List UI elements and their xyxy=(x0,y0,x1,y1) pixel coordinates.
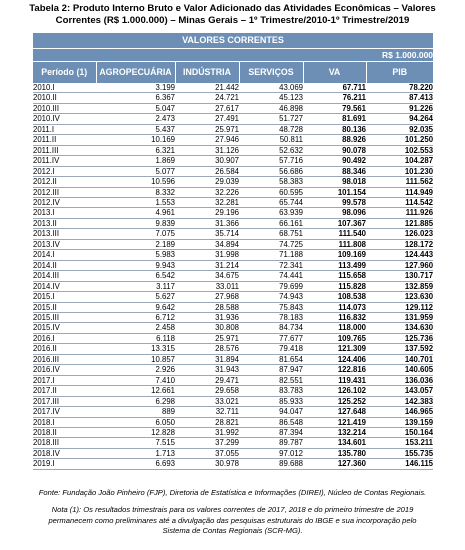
table-row xyxy=(33,93,433,103)
cell-va: 98.018 xyxy=(303,177,366,187)
cell-servicos: 43.069 xyxy=(239,83,303,93)
table-row xyxy=(33,166,433,176)
cell-servicos: 86.548 xyxy=(239,417,303,427)
cell-pib: 131.959 xyxy=(366,312,433,322)
cell-periodo: 2013.III xyxy=(33,229,96,239)
cell-industria: 25.971 xyxy=(175,333,239,343)
cell-periodo: 2012.II xyxy=(33,177,96,187)
cell-pib: 91.226 xyxy=(366,103,433,113)
table-row xyxy=(33,135,433,145)
cell-agropecuaria: 5.437 xyxy=(96,124,175,134)
column-header-pib: PIB xyxy=(366,61,433,83)
column-header-agropecuaria: AGROPECUÁRIA xyxy=(96,61,175,83)
cell-agropecuaria: 5.983 xyxy=(96,250,175,260)
table-row xyxy=(33,427,433,437)
cell-periodo: 2010.I xyxy=(33,83,96,93)
cell-periodo: 2013.II xyxy=(33,218,96,228)
cell-agropecuaria: 2.189 xyxy=(96,239,175,249)
cell-industria: 33.011 xyxy=(175,281,239,291)
cell-va: 113.499 xyxy=(303,260,366,270)
cell-agropecuaria: 6.118 xyxy=(96,333,175,343)
cell-va: 125.252 xyxy=(303,396,366,406)
cell-pib: 101.230 xyxy=(366,166,433,176)
cell-servicos: 51.727 xyxy=(239,114,303,124)
table-row xyxy=(33,448,433,458)
cell-industria: 31.214 xyxy=(175,260,239,270)
cell-va: 111.808 xyxy=(303,239,366,249)
cell-va: 99.578 xyxy=(303,197,366,207)
cell-industria: 31.998 xyxy=(175,250,239,260)
cell-servicos: 82.551 xyxy=(239,375,303,385)
cell-servicos: 75.843 xyxy=(239,302,303,312)
cell-periodo: 2014.II xyxy=(33,260,96,270)
cell-va: 127.360 xyxy=(303,459,366,469)
cell-periodo: 2016.IV xyxy=(33,365,96,375)
cell-periodo: 2016.I xyxy=(33,333,96,343)
cell-pib: 121.885 xyxy=(366,218,433,228)
cell-periodo: 2012.IV xyxy=(33,197,96,207)
cell-industria: 28.588 xyxy=(175,302,239,312)
table-row xyxy=(33,197,433,207)
cell-industria: 29.196 xyxy=(175,208,239,218)
cell-va: 108.538 xyxy=(303,292,366,302)
cell-agropecuaria: 889 xyxy=(96,407,175,417)
cell-servicos: 60.595 xyxy=(239,187,303,197)
cell-periodo: 2011.I xyxy=(33,124,96,134)
cell-servicos: 66.161 xyxy=(239,218,303,228)
table-row xyxy=(33,103,433,113)
cell-servicos: 81.654 xyxy=(239,354,303,364)
table-row xyxy=(33,83,433,93)
cell-va: 134.601 xyxy=(303,438,366,448)
cell-agropecuaria: 4.961 xyxy=(96,208,175,218)
cell-periodo: 2011.IV xyxy=(33,156,96,166)
table-row xyxy=(33,218,433,228)
cell-agropecuaria: 2.458 xyxy=(96,323,175,333)
cell-pib: 125.736 xyxy=(366,333,433,343)
cell-pib: 130.717 xyxy=(366,271,433,281)
cell-pib: 114.949 xyxy=(366,187,433,197)
cell-industria: 34.894 xyxy=(175,239,239,249)
cell-industria: 28.576 xyxy=(175,344,239,354)
cell-periodo: 2018.IV xyxy=(33,448,96,458)
cell-pib: 142.383 xyxy=(366,396,433,406)
cell-va: 81.691 xyxy=(303,114,366,124)
cell-periodo: 2010.IV xyxy=(33,114,96,124)
cell-agropecuaria: 5.047 xyxy=(96,103,175,113)
cell-periodo: 2013.IV xyxy=(33,239,96,249)
cell-industria: 27.946 xyxy=(175,135,239,145)
cell-periodo: 2017.IV xyxy=(33,407,96,417)
table-row xyxy=(33,375,433,385)
table-row xyxy=(33,365,433,375)
cell-agropecuaria: 2.926 xyxy=(96,365,175,375)
column-header-periodo: Período (1) xyxy=(33,61,96,83)
cell-industria: 27.617 xyxy=(175,103,239,113)
cell-servicos: 94.047 xyxy=(239,407,303,417)
cell-industria: 30.808 xyxy=(175,323,239,333)
cell-agropecuaria: 6.367 xyxy=(96,93,175,103)
cell-pib: 101.250 xyxy=(366,135,433,145)
cell-pib: 87.413 xyxy=(366,93,433,103)
cell-agropecuaria: 6.712 xyxy=(96,312,175,322)
unit-label: R$ 1.000.000 xyxy=(33,48,433,61)
cell-agropecuaria: 7.515 xyxy=(96,438,175,448)
cell-pib: 124.443 xyxy=(366,250,433,260)
cell-industria: 32.711 xyxy=(175,407,239,417)
cell-industria: 31.126 xyxy=(175,145,239,155)
cell-va: 107.367 xyxy=(303,218,366,228)
cell-va: 80.136 xyxy=(303,124,366,134)
column-header-industria: INDÚSTRIA xyxy=(175,61,239,83)
cell-va: 98.096 xyxy=(303,208,366,218)
cell-pib: 92.035 xyxy=(366,124,433,134)
cell-pib: 134.630 xyxy=(366,323,433,333)
table-row xyxy=(33,312,433,322)
cell-agropecuaria: 1.713 xyxy=(96,448,175,458)
cell-va: 118.000 xyxy=(303,323,366,333)
cell-periodo: 2015.I xyxy=(33,292,96,302)
cell-pib: 94.264 xyxy=(366,114,433,124)
table-row xyxy=(33,396,433,406)
table-row xyxy=(33,208,433,218)
cell-servicos: 71.188 xyxy=(239,250,303,260)
cell-va: 132.214 xyxy=(303,427,366,437)
cell-pib: 128.172 xyxy=(366,239,433,249)
cell-servicos: 72.341 xyxy=(239,260,303,270)
cell-periodo: 2010.II xyxy=(33,93,96,103)
cell-agropecuaria: 3.117 xyxy=(96,281,175,291)
cell-agropecuaria: 9.839 xyxy=(96,218,175,228)
cell-va: 127.648 xyxy=(303,407,366,417)
cell-pib: 104.287 xyxy=(366,156,433,166)
cell-periodo: 2015.IV xyxy=(33,323,96,333)
cell-agropecuaria: 5.077 xyxy=(96,166,175,176)
cell-pib: 139.159 xyxy=(366,417,433,427)
cell-va: 88.346 xyxy=(303,166,366,176)
cell-industria: 25.971 xyxy=(175,124,239,134)
table-row xyxy=(33,229,433,239)
table-row xyxy=(33,459,433,469)
cell-industria: 29.658 xyxy=(175,386,239,396)
cell-servicos: 74.943 xyxy=(239,292,303,302)
cell-servicos: 50.811 xyxy=(239,135,303,145)
column-header-va: VA xyxy=(303,61,366,83)
cell-agropecuaria: 6.321 xyxy=(96,145,175,155)
table-unit-row xyxy=(33,48,433,61)
source-note: Fonte: Fundação João Pinheiro (FJP), Diretoria de Estatística e Informações (DIREI), Núcleo de Contas Regionais. xyxy=(38,488,427,497)
table-row xyxy=(33,156,433,166)
cell-va: 88.926 xyxy=(303,135,366,145)
cell-servicos: 74.441 xyxy=(239,271,303,281)
cell-industria: 29.471 xyxy=(175,375,239,385)
cell-agropecuaria: 13.315 xyxy=(96,344,175,354)
footnote xyxy=(4,505,461,537)
cell-servicos: 45.123 xyxy=(239,93,303,103)
cell-industria: 24.721 xyxy=(175,93,239,103)
cell-industria: 27.491 xyxy=(175,114,239,124)
cell-periodo: 2016.III xyxy=(33,354,96,364)
cell-industria: 32.226 xyxy=(175,187,239,197)
cell-industria: 37.299 xyxy=(175,438,239,448)
cell-va: 122.816 xyxy=(303,365,366,375)
table-row xyxy=(33,333,433,343)
cell-pib: 114.542 xyxy=(366,197,433,207)
cell-industria: 31.943 xyxy=(175,365,239,375)
cell-agropecuaria: 12.661 xyxy=(96,386,175,396)
cell-periodo: 2017.II xyxy=(33,386,96,396)
table-row xyxy=(33,260,433,270)
cell-servicos: 56.686 xyxy=(239,166,303,176)
cell-va: 121.309 xyxy=(303,344,366,354)
cell-industria: 30.978 xyxy=(175,459,239,469)
band-label: VALORES CORRENTES xyxy=(33,33,433,48)
cell-pib: 102.553 xyxy=(366,145,433,155)
cell-servicos: 79.699 xyxy=(239,281,303,291)
table-row xyxy=(33,271,433,281)
cell-agropecuaria: 6.050 xyxy=(96,417,175,427)
cell-periodo: 2018.I xyxy=(33,417,96,427)
cell-va: 135.780 xyxy=(303,448,366,458)
cell-periodo: 2013.I xyxy=(33,208,96,218)
cell-va: 79.561 xyxy=(303,103,366,113)
cell-agropecuaria: 6.298 xyxy=(96,396,175,406)
cell-agropecuaria: 5.627 xyxy=(96,292,175,302)
data-table xyxy=(33,33,433,470)
cell-agropecuaria: 10.169 xyxy=(96,135,175,145)
cell-pib: 111.926 xyxy=(366,208,433,218)
cell-va: 109.765 xyxy=(303,333,366,343)
cell-agropecuaria: 8.332 xyxy=(96,187,175,197)
cell-industria: 33.021 xyxy=(175,396,239,406)
cell-periodo: 2018.II xyxy=(33,427,96,437)
cell-va: 116.832 xyxy=(303,312,366,322)
table-header-row xyxy=(33,61,433,83)
cell-periodo: 2014.IV xyxy=(33,281,96,291)
cell-periodo: 2017.III xyxy=(33,396,96,406)
cell-industria: 27.968 xyxy=(175,292,239,302)
table-band-row xyxy=(33,33,433,48)
table-row xyxy=(33,124,433,134)
cell-servicos: 84.734 xyxy=(239,323,303,333)
cell-industria: 34.675 xyxy=(175,271,239,281)
cell-va: 109.169 xyxy=(303,250,366,260)
cell-agropecuaria: 6.542 xyxy=(96,271,175,281)
cell-pib: 143.057 xyxy=(366,386,433,396)
cell-periodo: 2018.III xyxy=(33,438,96,448)
cell-pib: 146.115 xyxy=(366,459,433,469)
cell-agropecuaria: 1.869 xyxy=(96,156,175,166)
cell-periodo: 2014.III xyxy=(33,271,96,281)
cell-industria: 21.442 xyxy=(175,83,239,93)
cell-agropecuaria: 6.693 xyxy=(96,459,175,469)
cell-servicos: 78.183 xyxy=(239,312,303,322)
cell-va: 111.540 xyxy=(303,229,366,239)
cell-industria: 35.714 xyxy=(175,229,239,239)
table-row xyxy=(33,187,433,197)
table-row xyxy=(33,438,433,448)
cell-industria: 37.055 xyxy=(175,448,239,458)
cell-agropecuaria: 9.642 xyxy=(96,302,175,312)
table-row xyxy=(33,250,433,260)
table-row xyxy=(33,302,433,312)
cell-servicos: 65.744 xyxy=(239,197,303,207)
footnote-line-3: Sistema de Contas Regionais (SCR-MG). xyxy=(162,526,303,535)
table-row xyxy=(33,114,433,124)
footnote-line-1: Nota (1): Os resultados trimestrais para os valores correntes de 2017, 2018 e do primeiro trimestre de 2019 xyxy=(51,505,414,514)
cell-va: 90.492 xyxy=(303,156,366,166)
cell-servicos: 68.751 xyxy=(239,229,303,239)
cell-agropecuaria: 2.473 xyxy=(96,114,175,124)
cell-pib: 155.735 xyxy=(366,448,433,458)
cell-industria: 26.584 xyxy=(175,166,239,176)
cell-agropecuaria: 10.857 xyxy=(96,354,175,364)
cell-agropecuaria: 12.828 xyxy=(96,427,175,437)
cell-servicos: 48.728 xyxy=(239,124,303,134)
cell-agropecuaria: 7.410 xyxy=(96,375,175,385)
table-row xyxy=(33,292,433,302)
cell-servicos: 74.725 xyxy=(239,239,303,249)
table-row xyxy=(33,323,433,333)
table-row xyxy=(33,145,433,155)
table-row xyxy=(33,407,433,417)
cell-servicos: 83.783 xyxy=(239,386,303,396)
table-row xyxy=(33,417,433,427)
cell-agropecuaria: 3.199 xyxy=(96,83,175,93)
cell-pib: 153.211 xyxy=(366,438,433,448)
cell-periodo: 2014.I xyxy=(33,250,96,260)
cell-periodo: 2011.III xyxy=(33,145,96,155)
column-header-servicos: SERVIÇOS xyxy=(239,61,303,83)
cell-periodo: 2011.II xyxy=(33,135,96,145)
cell-agropecuaria: 7.075 xyxy=(96,229,175,239)
cell-servicos: 52.632 xyxy=(239,145,303,155)
cell-periodo: 2015.II xyxy=(33,302,96,312)
cell-industria: 28.821 xyxy=(175,417,239,427)
cell-industria: 30.907 xyxy=(175,156,239,166)
cell-va: 119.431 xyxy=(303,375,366,385)
cell-servicos: 85.933 xyxy=(239,396,303,406)
table-row xyxy=(33,344,433,354)
cell-servicos: 77.677 xyxy=(239,333,303,343)
cell-pib: 78.220 xyxy=(366,83,433,93)
cell-periodo: 2012.III xyxy=(33,187,96,197)
cell-pib: 132.859 xyxy=(366,281,433,291)
cell-servicos: 58.383 xyxy=(239,177,303,187)
cell-va: 101.154 xyxy=(303,187,366,197)
cell-industria: 32.281 xyxy=(175,197,239,207)
cell-pib: 127.960 xyxy=(366,260,433,270)
cell-pib: 126.023 xyxy=(366,229,433,239)
cell-va: 114.073 xyxy=(303,302,366,312)
cell-servicos: 46.898 xyxy=(239,103,303,113)
cell-agropecuaria: 9.943 xyxy=(96,260,175,270)
cell-industria: 31.992 xyxy=(175,427,239,437)
cell-periodo: 2012.I xyxy=(33,166,96,176)
cell-va: 126.102 xyxy=(303,386,366,396)
cell-va: 115.658 xyxy=(303,271,366,281)
cell-agropecuaria: 1.553 xyxy=(96,197,175,207)
cell-va: 121.419 xyxy=(303,417,366,427)
cell-pib: 129.112 xyxy=(366,302,433,312)
cell-industria: 31.894 xyxy=(175,354,239,364)
cell-servicos: 87.947 xyxy=(239,365,303,375)
cell-industria: 31.366 xyxy=(175,218,239,228)
cell-servicos: 89.787 xyxy=(239,438,303,448)
cell-agropecuaria: 10.596 xyxy=(96,177,175,187)
cell-pib: 137.592 xyxy=(366,344,433,354)
cell-industria: 31.936 xyxy=(175,312,239,322)
cell-pib: 123.630 xyxy=(366,292,433,302)
cell-servicos: 89.688 xyxy=(239,459,303,469)
cell-pib: 136.036 xyxy=(366,375,433,385)
cell-periodo: 2017.I xyxy=(33,375,96,385)
cell-pib: 140.701 xyxy=(366,354,433,364)
cell-periodo: 2015.III xyxy=(33,312,96,322)
cell-industria: 29.039 xyxy=(175,177,239,187)
cell-periodo: 2016.II xyxy=(33,344,96,354)
table-row xyxy=(33,354,433,364)
cell-va: 67.711 xyxy=(303,83,366,93)
cell-servicos: 79.418 xyxy=(239,344,303,354)
table-title-line-1: Tabela 2: Produto Interno Bruto e Valor Adicionado das Atividades Econômicas – Valores xyxy=(29,3,436,14)
table-row xyxy=(33,386,433,396)
cell-pib: 146.965 xyxy=(366,407,433,417)
table-title xyxy=(4,3,461,26)
table-body xyxy=(33,83,433,469)
cell-va: 90.078 xyxy=(303,145,366,155)
cell-servicos: 63.939 xyxy=(239,208,303,218)
cell-pib: 111.562 xyxy=(366,177,433,187)
table-row xyxy=(33,239,433,249)
cell-servicos: 57.716 xyxy=(239,156,303,166)
cell-periodo: 2010.III xyxy=(33,103,96,113)
table-row xyxy=(33,281,433,291)
cell-va: 76.211 xyxy=(303,93,366,103)
cell-servicos: 87.394 xyxy=(239,427,303,437)
cell-va: 115.828 xyxy=(303,281,366,291)
cell-pib: 140.605 xyxy=(366,365,433,375)
table-title-line-2: Correntes (R$ 1.000.000) – Minas Gerais – 1º Trimestre/2010-1º Trimestre/2019 xyxy=(55,14,410,26)
table-row xyxy=(33,177,433,187)
cell-pib: 150.164 xyxy=(366,427,433,437)
footnote-line-2: permanecem como preliminares até a divulgação das pesquisas estruturais do IBGE e sua incorporação pelo xyxy=(48,515,417,525)
cell-servicos: 97.012 xyxy=(239,448,303,458)
cell-periodo: 2019.I xyxy=(33,459,96,469)
cell-va: 124.406 xyxy=(303,354,366,364)
